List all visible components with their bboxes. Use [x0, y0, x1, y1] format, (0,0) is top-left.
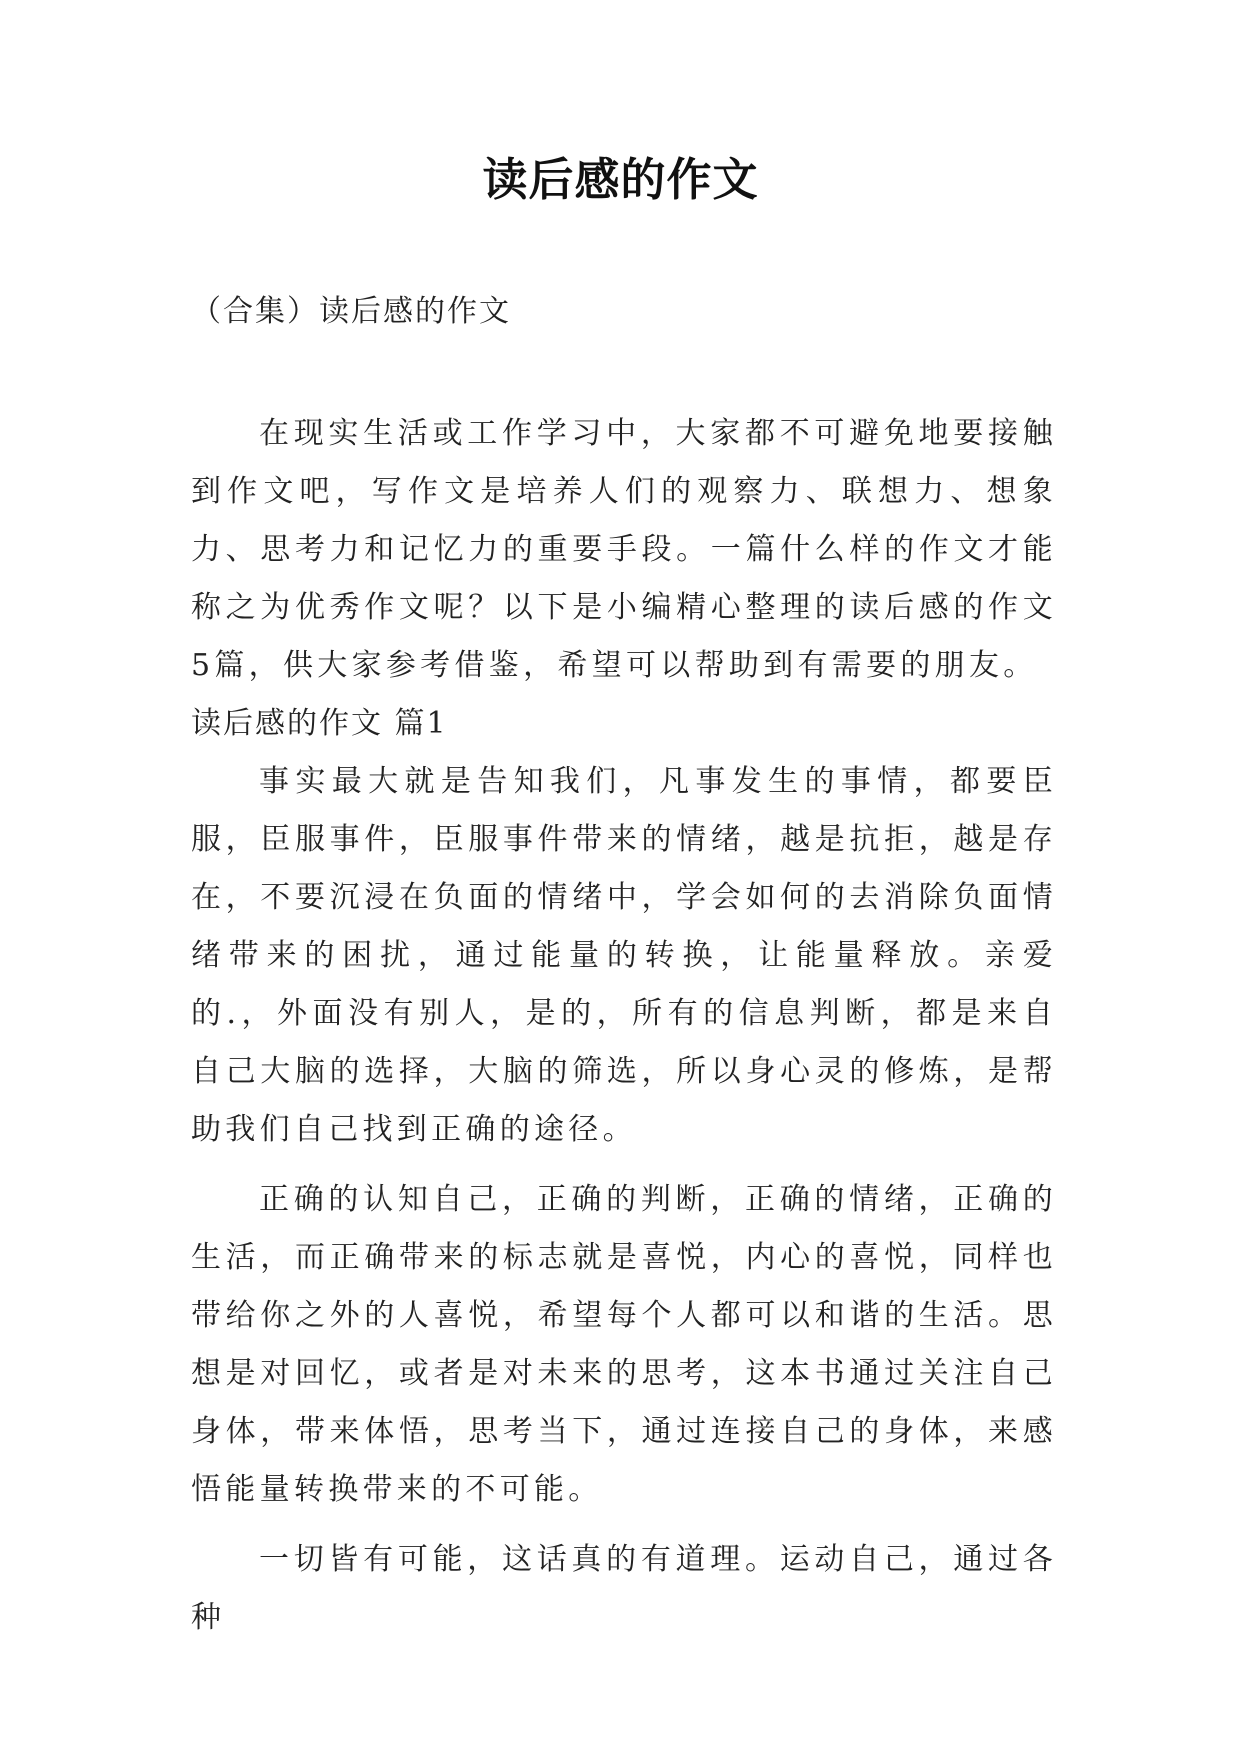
document-subtitle: （合集）读后感的作文	[191, 294, 511, 329]
body-paragraph: 一切皆有可能，这话真的有道理。运动自己，通过各种	[191, 1542, 1057, 1635]
section-heading: 读后感的作文 篇1	[191, 706, 448, 741]
intro-paragraph: 在现实生活或工作学习中，大家都不可避免地要接触到作文吧，写作文是培养人们的观察力、联想力、想象力、思考力和记忆力的重要手段。一篇什么样的作文才能称之为优秀作文呢？以下是小编精心整理的读后感的作文5篇，供大家参考借鉴，希望可以帮助到有需要的朋友。	[191, 416, 1057, 683]
document-body	[191, 405, 1057, 1647]
body-paragraph: 事实最大就是告知我们，凡事发生的事情，都要臣服，臣服事件，臣服事件带来的情绪，越是抗拒，越是存在，不要沉浸在负面的情绪中，学会如何的去消除负面情绪带来的困扰，通过能量的转换，让能量释放。亲爱的.，外面没有别人，是的，所有的信息判断，都是来自自己大脑的选择，大脑的筛选，所以身心灵的修炼，是帮助我们自己找到正确的途径。	[191, 764, 1057, 1147]
document-title: 读后感的作文	[482, 153, 759, 206]
body-paragraph: 正确的认知自己，正确的判断，正确的情绪，正确的生活，而正确带来的标志就是喜悦，内心的喜悦，同样也带给你之外的人喜悦，希望每个人都可以和谐的生活。思想是对回忆，或者是对未来的思考，这本书通过关注自己身体，带来体悟，思考当下，通过连接自己的身体，来感悟能量转换带来的不可能。	[191, 1182, 1057, 1507]
